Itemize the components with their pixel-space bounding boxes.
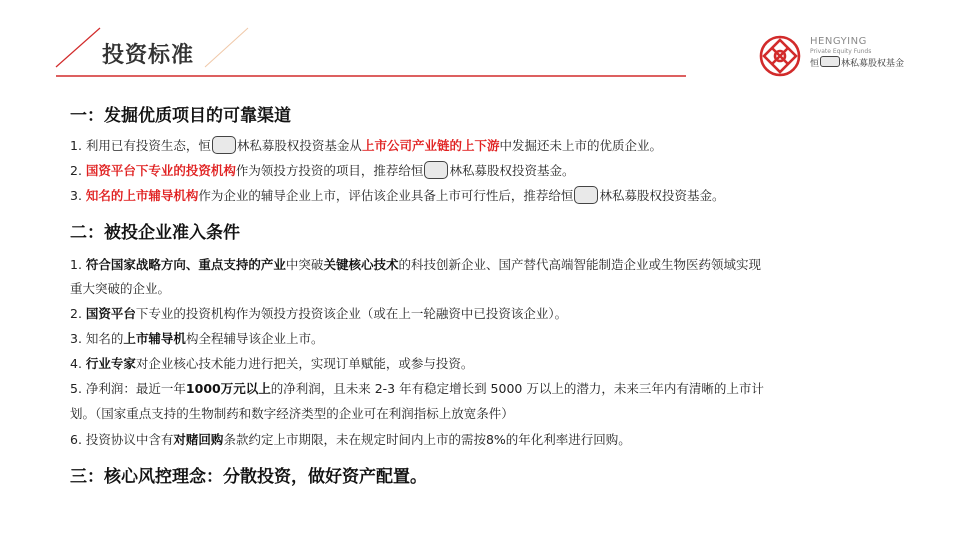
page-title: 投资标准 xyxy=(102,43,195,68)
list-item: 3. 知名的上市辅导机构作为企业的辅导企业上市，评估该企业具备上市可行性后，推荐给恒 林私募股权投资基金。 xyxy=(70,188,725,203)
section-heading-risk-control: 三：核心风控理念：分散投资，做好资产配置。 xyxy=(70,467,427,487)
list-item-continuation: 重大突破的企业。 xyxy=(70,281,171,296)
list-item: 5. 净利润：最近一年1000万元以上的净利润，且未来 2-3 年有稳定增长到 5000 万以上的潜力，未来三年内有清晰的上市计 xyxy=(70,381,764,396)
list-item: 6. 投资协议中含有对赌回购条款约定上市期限，未在规定时间内上市的需按8%的年化利率进行回购。 xyxy=(70,432,631,447)
section-heading-channels: 一：发掘优质项目的可靠渠道 xyxy=(70,106,291,126)
header-slash-left xyxy=(56,28,100,67)
section-heading-criteria: 二：被投企业准入条件 xyxy=(70,223,240,243)
logo-name: HENGYING xyxy=(810,36,867,47)
list-item: 4. 行业专家对企业核心技术能力进行把关，实现订单赋能，或参与投资。 xyxy=(70,356,474,371)
list-item: 2. 国资平台下专业的投资机构作为领投方投资的项目，推荐给恒 林私募股权投资基金。 xyxy=(70,163,575,178)
list-item: 1. 符合国家战略方向、重点支持的产业中突破关键核心技术的科技创新企业、国产替代高端智能制造企业或生物医药领域实现 xyxy=(70,257,761,272)
list-item: 2. 国资平台下专业的投资机构作为领投方投资该企业（或在上一轮融资中已投资该企业）。 xyxy=(70,306,568,321)
header-slash-right xyxy=(205,28,248,67)
redacted-mark xyxy=(820,56,840,67)
logo-knot-icon xyxy=(758,34,802,78)
redacted-mark xyxy=(212,136,236,154)
list-item-continuation: 划。（国家重点支持的生物制药和数字经济类型的企业可在利润指标上放宽条件） xyxy=(70,406,514,421)
list-item: 3. 知名的上市辅导机构全程辅导该企业上市。 xyxy=(70,331,324,346)
logo-subtitle: Private Equity Funds xyxy=(810,48,872,55)
logo-chinese-name: 恒 林私募股权基金 xyxy=(810,56,904,70)
company-logo xyxy=(758,34,958,78)
list-item: 1. 利用已有投资生态，恒 林私募股权投资基金从上市公司产业链的上下游中发掘还未上市的优质企业。 xyxy=(70,138,662,153)
redacted-mark xyxy=(424,161,448,179)
redacted-mark xyxy=(574,186,598,204)
